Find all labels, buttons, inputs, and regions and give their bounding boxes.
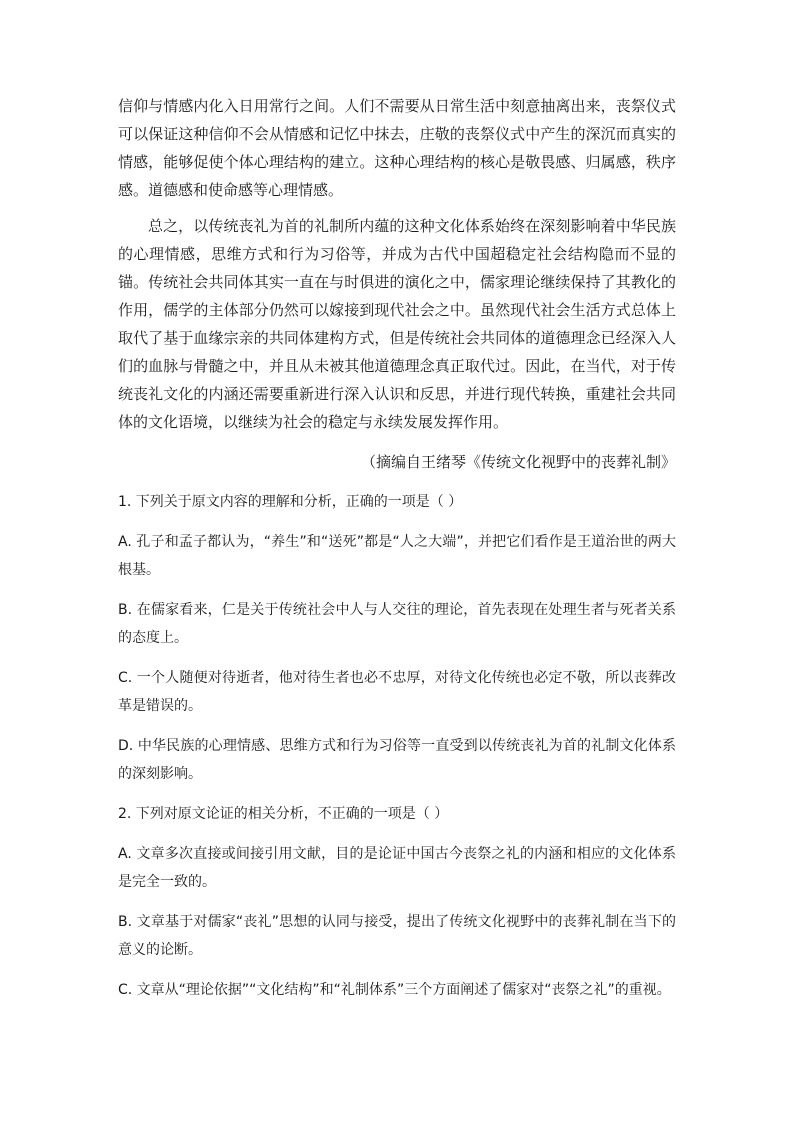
question-2-option-a: A. 文章多次直接或间接引用文献，目的是论证中国古今丧祭之礼的内涵和相应的文化体系是完全一致的。 (118, 846, 676, 890)
passage-paragraph-2: 总之，以传统丧礼为首的礼制所内蕴的这种文化体系始终在深刻影响着中华民族的心理情感，思维方式和行为习俗等，并成为古代中国超稳定社会结构隐而不显的锚。传统社会共同体其实一直在与时俱进的演化之中，儒家理论继续保持了其教化的作用，儒学的主体部分仍然可以嫁接到现代社会之中。虽然现代社会生活方式总体上取代了基于血缘宗亲的共同体建构方式，但是传统社会共同体的道德理念已经深入人们的血脉与骨髓之中，并且从未被其他道德理念真正取代过。因此，在当代，对于传统丧礼文化的内涵还需要重新进行深入认识和反思，并进行现代转换，重建社会共同体的文化语境，以继续为社会的稳定与永续发展发挥作用。 (118, 217, 676, 431)
question-1-option-b: B. 在儒家看来，仁是关于传统社会中人与人交往的理论，首先表现在处理生者与死者关系的态度上。 (118, 602, 676, 646)
question-2-stem: 2. 下列对原文论证的相关分析，不正确的一项是（ ） (118, 806, 449, 822)
question-1-stem: 1. 下列关于原文内容的理解和分析，正确的一项是（ ） (118, 494, 463, 510)
question-1-option-d: D. 中华民族的心理情感、思维方式和行为习俗等一直受到以传统丧礼为首的礼制文化体系的深刻影响。 (118, 738, 676, 782)
question-1-option-c: C. 一个人随便对待逝者，他对待生者也必不忠厚，对待文化传统也必定不敬，所以丧葬改革是错误的。 (118, 670, 676, 714)
passage-source: （摘编自王绪琴《传统文化视野中的丧葬礼制》 (360, 453, 676, 471)
question-2 (118, 800, 676, 1004)
question-1-option-a: A. 孔子和孟子都认为，“养生”和“送死”都是“人之大端”，并把它们看作是王道治世的两大根基。 (118, 534, 676, 578)
question-1 (118, 488, 676, 788)
passage-paragraph-1: 信仰与情感内化入日用常行之间。人们不需要从日常生活中刻意抽离出来，丧祭仪式可以保证这种信仰不会从情感和记忆中抹去，庄敬的丧祭仪式中产生的深沉而真实的情感，能够促使个体心理结构的建立。这种心理结构的核心是敬畏感、归属感，秩序感。道德感和使命感等心理情感。 (118, 97, 676, 199)
question-2-option-b: B. 文章基于对儒家“丧礼”思想的认同与接受，提出了传统文化视野中的丧葬礼制在当下的意义的论断。 (118, 914, 676, 958)
document-page (118, 92, 676, 1004)
question-2-option-c: C. 文章从“理论依据”“文化结构”和“礼制体系”三个方面阐述了儒家对“丧祭之礼”的重视。 (118, 982, 671, 998)
